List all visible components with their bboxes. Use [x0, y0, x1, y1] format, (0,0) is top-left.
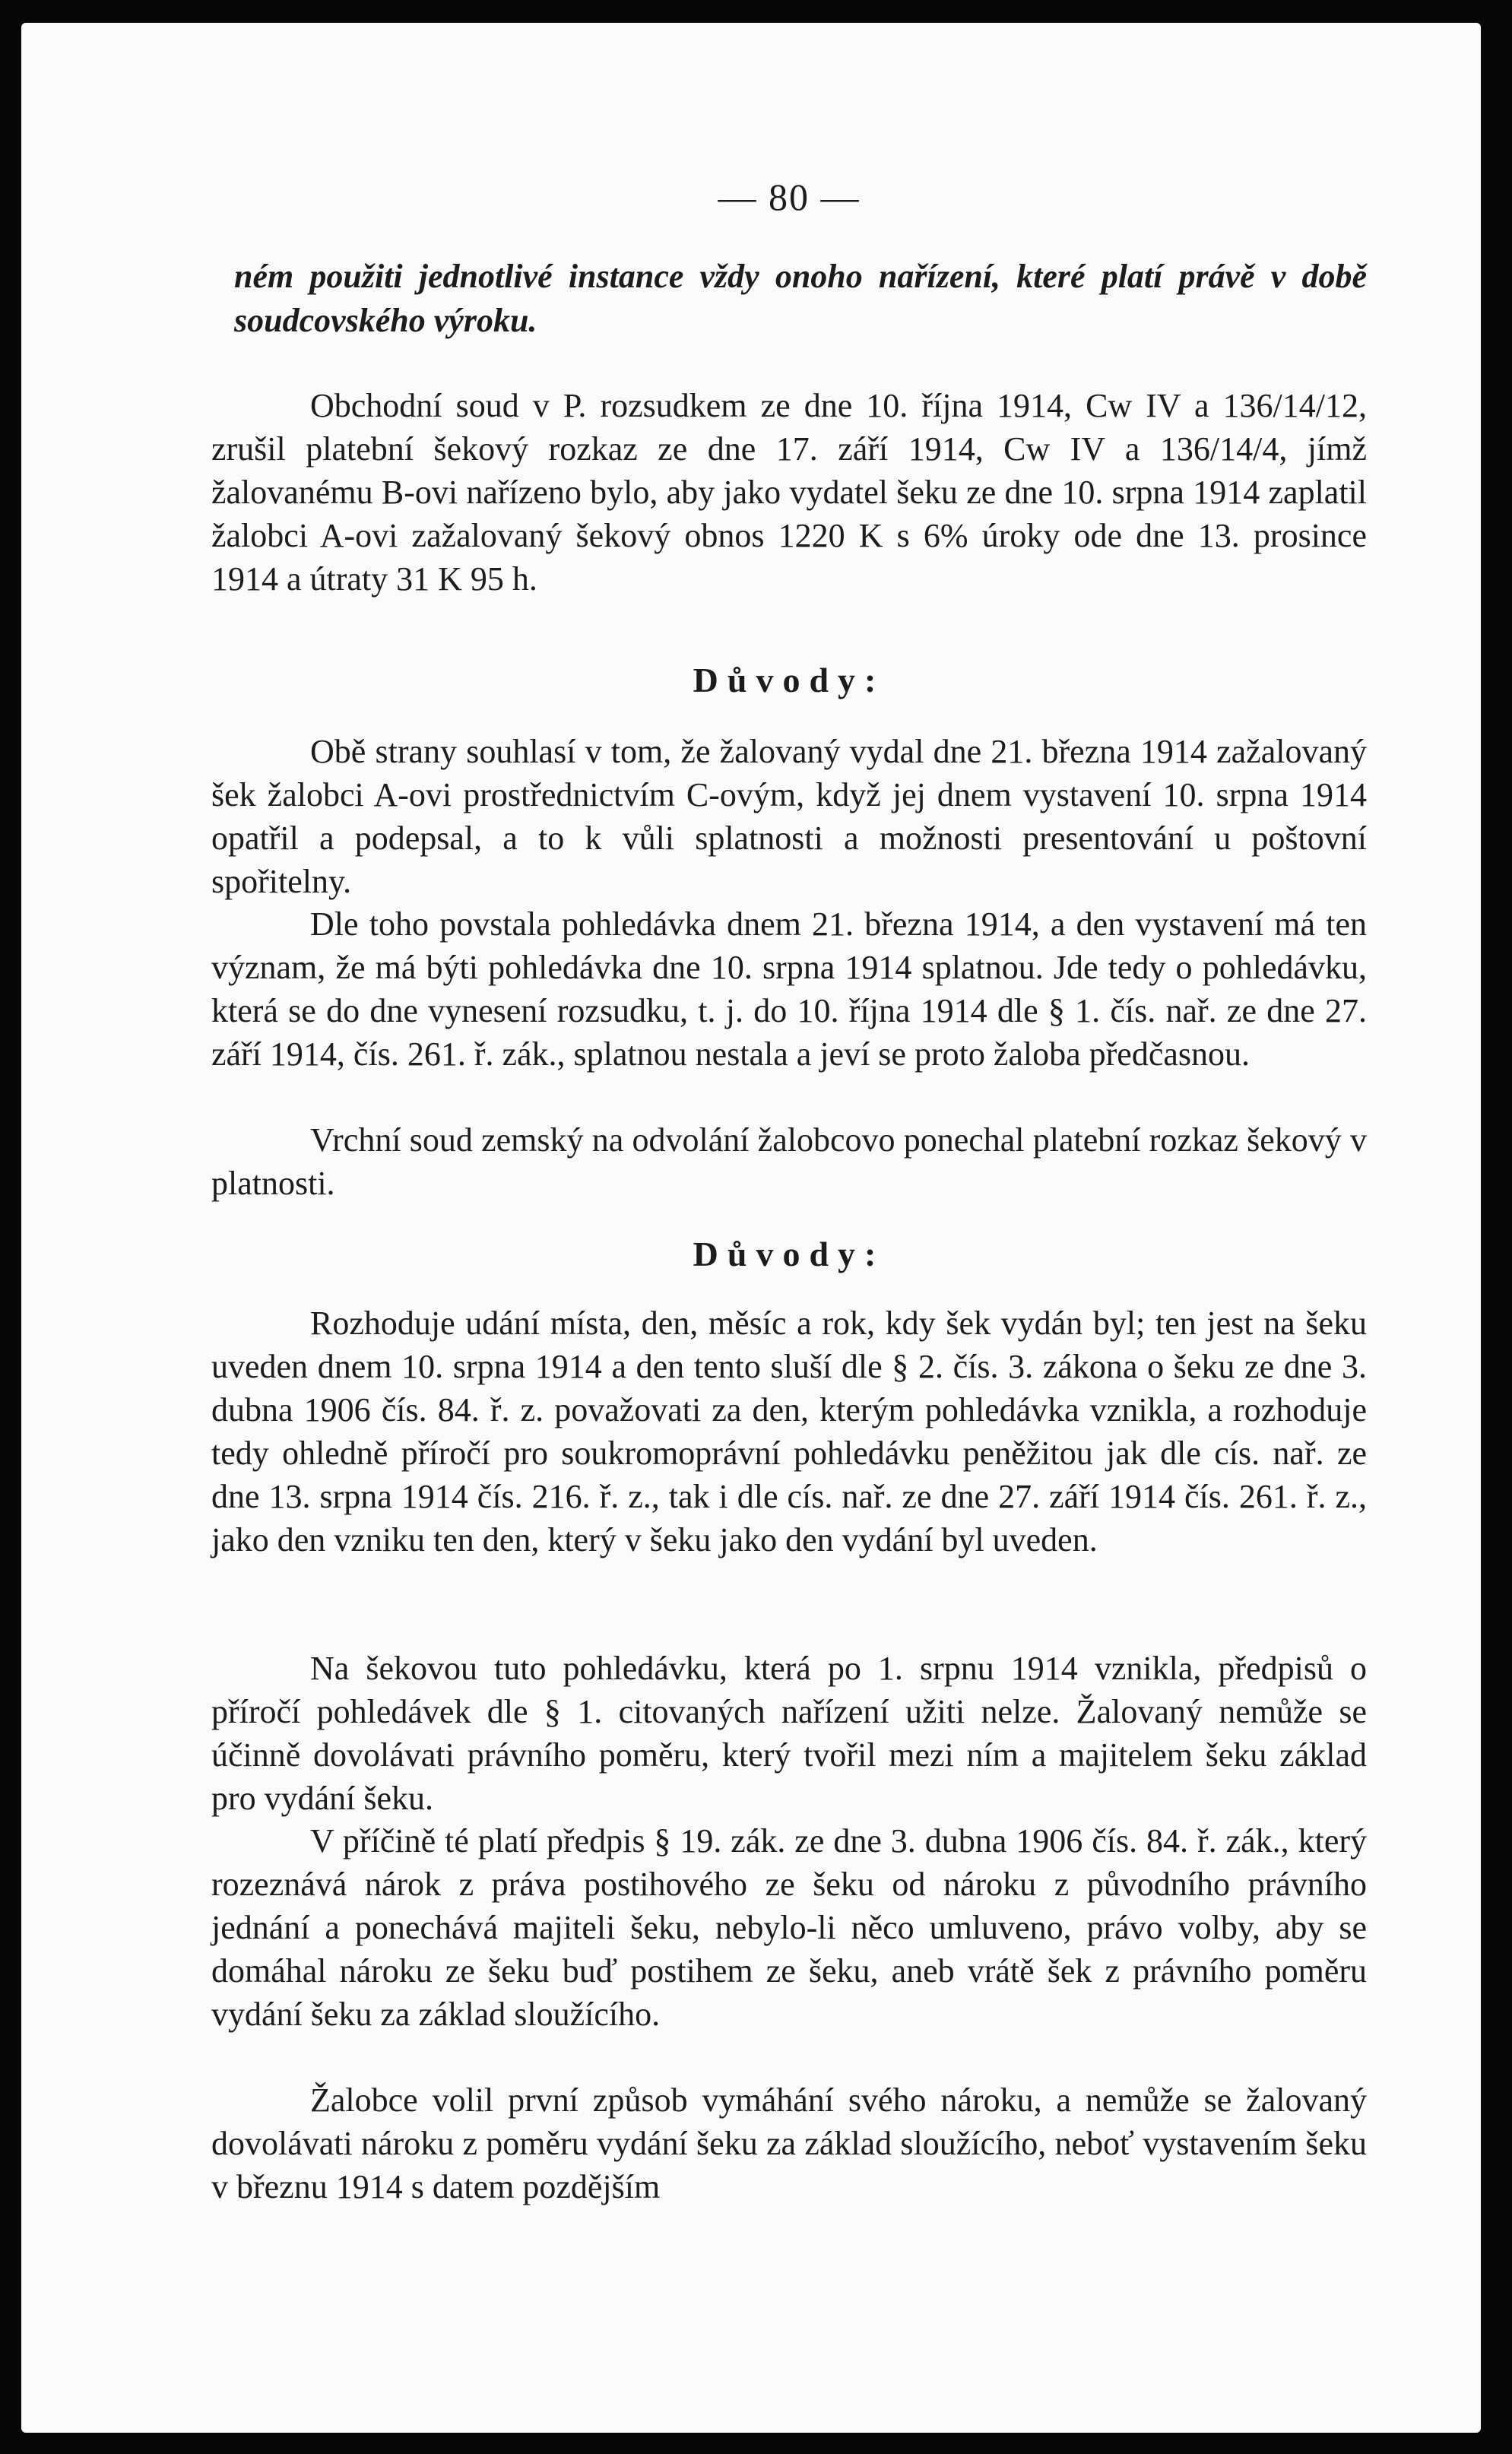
section-2-paragraph-3: V příčině té platí předpis § 19. zák. ze dne 3. dubna 1906 čís. 84. ř. zák., který rozeznává nárok z práva postihového ze šeku od nároku z původního právního jednání a ponechává majiteli šeku, nebylo-li něco umluveno, právo volby, aby se domáhal nároku ze šeku buď postihem ze šeku, aneb vrátě šek z právního poměru vydání šeku za základ sloužícího.: [211, 1822, 1367, 2033]
section-1-paragraph-2: Dle toho povstala pohledávka dnem 21. března 1914, a den vystavení má ten význam, že má býti pohledávka dne 10. srpna 1914 splatnou. Jde tedy o pohledávku, která se do dne vynesení rozsudku, t. j. do 10. října 1914 dle § 1. čís. nař. ze dne 27. září 1914, čís. 261. ř. zák., splatnou nestala a jeví se proto žaloba předčasnou.: [211, 905, 1367, 1073]
document-page: [21, 23, 1481, 2433]
section-1-paragraph-3: Vrchní soud zemský na odvolání žalobcovo ponechal platební rozkaz šekový v platnosti.: [211, 1121, 1367, 1202]
section-heading-2: Důvody:: [693, 1235, 886, 1273]
case-summary: ném použiti jednotlivé instance vždy onoho nařízení, které platí právě v době soudcovského výroku.: [234, 258, 1367, 339]
section-heading-1: Důvody:: [693, 661, 886, 699]
section-2-paragraph-4: Žalobce volil první způsob vymáhání svého nároku, a nemůže se žalovaný dovolávati nároku z poměru vydání šeku za základ sloužícího, neboť vystavením šeku v březnu 1914 s datem pozdějším: [211, 2081, 1367, 2205]
intro-paragraph: Obchodní soud v P. rozsudkem ze dne 10. října 1914, Cw IV a 136/14/12, zrušil platební šekový rozkaz ze dne 17. září 1914, Cw IV a 136/14/4, jímž žalovanému B-ovi nařízeno bylo, aby jako vydatel šeku ze dne 10. srpna 1914 zaplatil žalobci A-ovi zažalovaný šekový obnos 1220 K s 6% úroky ode dne 13. prosince 1914 a útraty 31 K 95 h.: [211, 387, 1367, 598]
section-1-paragraph-1: Obě strany souhlasí v tom, že žalovaný vydal dne 21. března 1914 zažalovaný šek žalobci A-ovi prostřednictvím C-ovým, když jej dnem vystavení 10. srpna 1914 opatřil a podepsal, a to k vůli splatnosti a možnosti presentování u poštovní spořitelny.: [211, 733, 1367, 900]
section-2-paragraph-1: Rozhoduje udání místa, den, měsíc a rok, kdy šek vydán byl; ten jest na šeku uveden dnem 10. srpna 1914 a den tento sluší dle § 2. čís. 3. zákona o šeku ze dne 3. dubna 1906 čís. 84. ř. z. považovati za den, kterým pohledávka vznikla, a rozhoduje tedy ohledně příročí pro soukromoprávní pohledávku peněžitou jak dle cís. nař. ze dne 13. srpna 1914 čís. 216. ř. z., tak i dle cís. nař. ze dne 27. září 1914 čís. 261. ř. z., jako den vzniku ten den, který v šeku jako den vydání byl uveden.: [211, 1305, 1367, 1558]
section-2-paragraph-2: Na šekovou tuto pohledávku, která po 1. srpnu 1914 vznikla, předpisů o příročí pohledávek dle § 1. citovaných nařízení užiti nelze. Žalovaný nemůže se účinně dovolávati právního poměru, který tvořil mezi ním a majitelem šeku základ pro vydání šeku.: [211, 1650, 1367, 1817]
page-number: — 80 —: [718, 176, 861, 218]
